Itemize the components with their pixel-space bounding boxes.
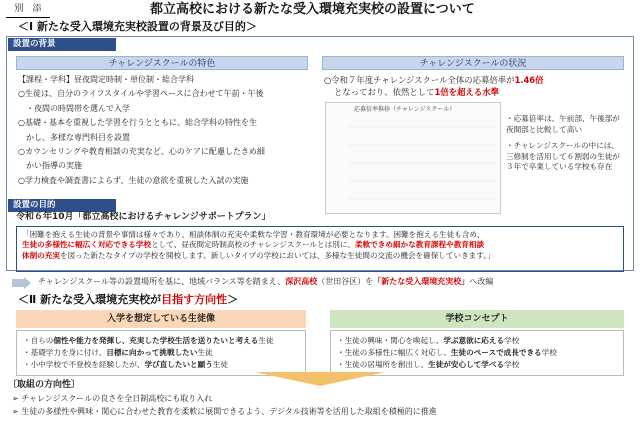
student-item: ・自らの個性や能力を発揮し、充実した学校生活を送りたいと考える生徒 xyxy=(23,336,274,345)
direction-list xyxy=(12,393,437,419)
status-summary xyxy=(324,74,624,98)
student-item: ・小中学校で不登校を経験したが、学び直したいと願う生徒 xyxy=(23,359,229,369)
status-note-2: ・チャレンジスクールの中には、三修制を活用して６割弱の生徒が３年で卒業している学校も存在 xyxy=(506,141,620,172)
concept-item: ・生徒の興味・関心を喚起し、学ぶ意欲に応える学校 xyxy=(337,336,520,345)
students-card xyxy=(16,330,306,376)
ratio-value: 1.46倍 xyxy=(514,75,544,85)
purpose-line1: 「困難を抱える生徒の背景や事情は様々であり、相談体制の充実や柔軟な学習・教育環境が必要となります。困難を抱える生徒も含め、 xyxy=(22,230,485,239)
direction-item: ➢ 生徒の多様性や興味・関心に合わせた教育を柔軟に展開できるよう、デジタル技術等を活用した取組を積極的に推進 xyxy=(12,406,437,416)
features-list xyxy=(18,74,312,189)
feature-item: かい指導の実施 xyxy=(26,161,82,171)
background-label: 設置の背景 xyxy=(8,38,116,51)
feature-item: ○基礎・基本を重視した学習を行うとともに、総合学科の特性を生 xyxy=(18,118,257,128)
purpose-line2: 生徒の多様性に幅広く対応できる学校として、昼夜間定時制高校のチャレンジスクールとは別に、柔軟できめ細かな教育課程や教育相談 xyxy=(22,240,485,250)
level-value: 1倍を超える水準 xyxy=(434,87,499,98)
status-note-1: ・応募倍率は、午前部、午後部が夜間部と比較して高い xyxy=(506,114,620,134)
students-band: 入学を想定している生徒像 xyxy=(16,310,306,328)
student-item: ・基礎学力を身に付け、目標に向かって挑戦したい生徒 xyxy=(23,347,213,357)
status-line2: となっており、依然として xyxy=(334,87,435,98)
concept-card xyxy=(330,330,624,376)
feature-item: ○学力検査や調査書によらず、生徒の意欲を重視した入試の実施 xyxy=(18,175,249,185)
feature-item: かし、多様な専門科目を設置 xyxy=(26,132,130,142)
feature-item: ○生徒は、自分のライフスタイルや学習ペースに合わせて午前・午後 xyxy=(18,89,264,99)
chart-title: 応募倍率推移（チャレンジスクール） xyxy=(354,106,456,113)
school-type: 「新たな受入環境充実校」 xyxy=(373,277,470,286)
chart-plot xyxy=(326,115,502,213)
feature-item: ・夜間の時間帯を選んで入学 xyxy=(26,103,130,113)
feature-item: ○カウンセリングや教育相談の充実など、心のケアに配慮したきめ細 xyxy=(18,146,265,156)
school-name: 深沢高校 xyxy=(285,277,318,286)
section2-heading: ＜Ⅱ 新たな受入環境充実校が目指す方向性＞ xyxy=(18,293,239,306)
section1-heading: ＜Ⅰ 新たな受入環境充実校設置の背景及び目的＞ xyxy=(18,20,257,33)
attachment-tag: 別 添 xyxy=(6,4,50,18)
purpose-line3: 体制の充実を図った新たなタイプの学校を開校します。新しいタイプの学校においては、多様な生徒間の交流の機会を確保していきます。」 xyxy=(22,250,495,260)
status-line1: ○令和７年度チャレンジスクール全体の応募倍率が xyxy=(324,75,515,85)
concept-item: ・生徒の居場所を創出し、生徒が安心して学べる学校 xyxy=(337,359,520,369)
down-arrow-icon xyxy=(254,372,386,386)
ratio-chart xyxy=(325,102,501,214)
direction-title: 〔取組の方向性〕 xyxy=(8,380,81,390)
concept-band: 学校コンセプト xyxy=(330,310,624,328)
feature-item: 【課程・学科】昼夜間定時制・単位制・総合学科 xyxy=(18,75,194,84)
status-band: チャレンジスクールの状況 xyxy=(322,56,624,70)
reorganization-line: チャレンジスクール等の設置場所を基に、地域バランス等を踏まえ、深沢高校（世田谷区）を「新たな受入環境充実校」へ改編 xyxy=(6,277,634,290)
direction-item: ➢ チャレンジスクールの良さを全日制高校にも取り入れ xyxy=(12,394,213,403)
features-band: チャレンジスクールの特色 xyxy=(16,56,308,70)
purpose-label: 設置の目的 xyxy=(8,199,116,212)
purpose-title: 令和６年10月「都立高校におけるチャレンジサポートプラン」 xyxy=(16,212,271,222)
concept-item: ・生徒の多様性に幅広く対応し、生徒のペースで成長できる学校 xyxy=(337,347,557,357)
arrow-icon xyxy=(12,277,32,289)
purpose-box xyxy=(16,226,624,272)
page-title: 都立高校における新たな受入環境充実校の設置について xyxy=(150,2,475,17)
